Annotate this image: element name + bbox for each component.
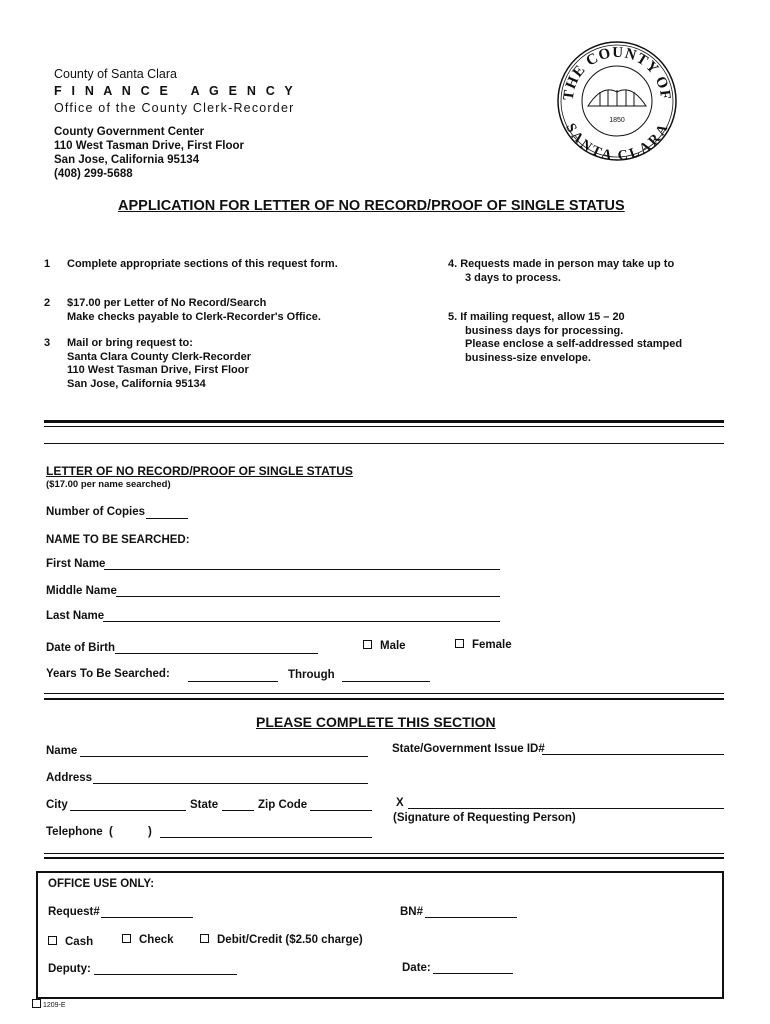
- id-field[interactable]: [542, 754, 724, 755]
- copies-label: Number of Copies: [46, 506, 146, 518]
- first-name-field[interactable]: [104, 569, 500, 570]
- seal-year: 1850: [609, 117, 625, 124]
- city-label: City: [46, 799, 68, 811]
- address-field[interactable]: [93, 783, 368, 784]
- county-name: County of Santa Clara: [54, 67, 177, 81]
- last-name-field[interactable]: [103, 621, 500, 622]
- zip-field[interactable]: [310, 810, 372, 811]
- signature-field[interactable]: [408, 808, 724, 809]
- address-line: San Jose, California 95134: [54, 154, 200, 166]
- seal-top-text: THE COUNTY OF: [560, 44, 674, 102]
- male-option[interactable]: [363, 640, 406, 652]
- office-name: Office of the County Clerk-Recorder: [54, 101, 295, 115]
- state-label: State: [190, 799, 219, 811]
- cash-option[interactable]: [48, 936, 93, 948]
- id-label: State/Government Issue ID#: [392, 743, 545, 755]
- years-through-field[interactable]: [342, 681, 430, 682]
- divider: [44, 698, 724, 700]
- last-name-label: Last Name: [46, 610, 105, 622]
- middle-name-field[interactable]: [116, 596, 500, 597]
- deputy-field[interactable]: [94, 974, 237, 975]
- debit-label: Debit/Credit ($2.50 charge): [217, 934, 363, 946]
- female-checkbox[interactable]: [455, 639, 464, 648]
- requester-name-field[interactable]: [80, 756, 368, 757]
- request-field[interactable]: [101, 917, 193, 918]
- dob-label: Date of Birth: [46, 642, 115, 654]
- check-checkbox[interactable]: [122, 934, 131, 943]
- form-title: APPLICATION FOR LETTER OF NO RECORD/PROOF OF SINGLE STATUS: [118, 198, 625, 214]
- instruction-3: [67, 337, 251, 391]
- divider: [44, 426, 724, 427]
- agency-header: [54, 66, 296, 117]
- phone-number: (408) 299-5688: [54, 168, 133, 180]
- seal-bottom-text: SANTA CLARA: [562, 121, 672, 162]
- instruction-1: Complete appropriate sections of this request form.: [67, 258, 338, 270]
- office-address: [54, 125, 244, 181]
- city-field[interactable]: [70, 810, 186, 811]
- form-code-icon: [32, 999, 41, 1008]
- female-label: Female: [472, 639, 512, 651]
- through-label: Through: [288, 669, 335, 681]
- telephone-field[interactable]: [160, 837, 372, 838]
- female-option[interactable]: [455, 639, 512, 651]
- signature-caption: (Signature of Requesting Person): [393, 812, 576, 824]
- bn-label: BN#: [400, 906, 424, 918]
- date-field[interactable]: [433, 973, 513, 974]
- divider: [44, 693, 724, 694]
- name-heading: NAME TO BE SEARCHED:: [46, 534, 190, 546]
- address-line: 110 West Tasman Drive, First Floor: [54, 140, 245, 152]
- letter-section-fee: ($17.00 per name searched): [46, 479, 171, 490]
- cash-checkbox[interactable]: [48, 936, 57, 945]
- form-code: [32, 999, 66, 1009]
- letter-section-title: LETTER OF NO RECORD/PROOF OF SINGLE STATUS: [46, 464, 353, 478]
- instr5-line: business-size envelope.: [465, 351, 591, 364]
- mail-addr-line: 110 West Tasman Drive, First Floor: [67, 364, 249, 376]
- instruction-4: [448, 258, 674, 285]
- first-name-label: First Name: [46, 558, 106, 570]
- telephone-paren: ): [148, 826, 152, 838]
- copies-field[interactable]: [146, 518, 188, 519]
- requester-name-label: Name: [46, 745, 78, 757]
- male-label: Male: [380, 640, 406, 652]
- signature-x: X: [396, 797, 404, 809]
- office-use-title: OFFICE USE ONLY:: [48, 878, 155, 890]
- check-label: Check: [139, 934, 174, 946]
- instr4-line: 4. Requests made in person may take up to: [448, 258, 675, 270]
- divider: [44, 857, 724, 859]
- debit-option[interactable]: [200, 934, 363, 946]
- mail-text: Mail or bring request to:: [67, 337, 193, 349]
- telephone-label: Telephone (: [46, 826, 113, 838]
- requester-section-title: PLEASE COMPLETE THIS SECTION: [256, 714, 496, 730]
- divider: [44, 443, 724, 444]
- years-from-field[interactable]: [188, 681, 278, 682]
- instruction-number: 1: [44, 258, 51, 270]
- fee-text: $17.00 per Letter of No Record/Search: [67, 297, 267, 309]
- divider: [44, 420, 724, 423]
- instruction-2: [67, 297, 321, 324]
- divider: [44, 853, 724, 854]
- county-seal-icon: [556, 40, 678, 162]
- instruction-number: 2: [44, 297, 51, 309]
- instr5-line: 5. If mailing request, allow 15 – 20: [448, 311, 625, 323]
- dob-field[interactable]: [115, 653, 318, 654]
- date-label: Date:: [402, 962, 431, 974]
- instr5-line: business days for processing.: [465, 324, 624, 337]
- state-field[interactable]: [222, 810, 254, 811]
- instruction-number: 3: [44, 337, 51, 349]
- address-label: Address: [46, 772, 93, 784]
- years-label: Years To Be Searched:: [46, 668, 170, 680]
- payable-text: Make checks payable to Clerk-Recorder's Office.: [67, 310, 321, 323]
- zip-label: Zip Code: [258, 799, 308, 811]
- instruction-5: [448, 311, 682, 365]
- agency-name: F I N A N C E A G E N C Y: [54, 84, 296, 98]
- request-label: Request#: [48, 906, 100, 918]
- debit-checkbox[interactable]: [200, 934, 209, 943]
- svg-text:SANTA CLARA: [562, 121, 672, 162]
- instr4-line: 3 days to process.: [465, 271, 561, 284]
- check-option[interactable]: [122, 934, 174, 946]
- mail-addr-line: San Jose, California 95134: [67, 377, 206, 390]
- form-code-text: 1209-E: [43, 1002, 66, 1009]
- bn-field[interactable]: [425, 917, 517, 918]
- address-line: County Government Center: [54, 126, 205, 138]
- cash-label: Cash: [65, 936, 94, 948]
- instr5-line: Please enclose a self-addressed stamped: [465, 338, 683, 350]
- deputy-label: Deputy:: [48, 963, 91, 975]
- middle-name-label: Middle Name: [46, 585, 117, 597]
- mail-addr-line: Santa Clara County Clerk-Recorder: [67, 350, 251, 363]
- male-checkbox[interactable]: [363, 640, 372, 649]
